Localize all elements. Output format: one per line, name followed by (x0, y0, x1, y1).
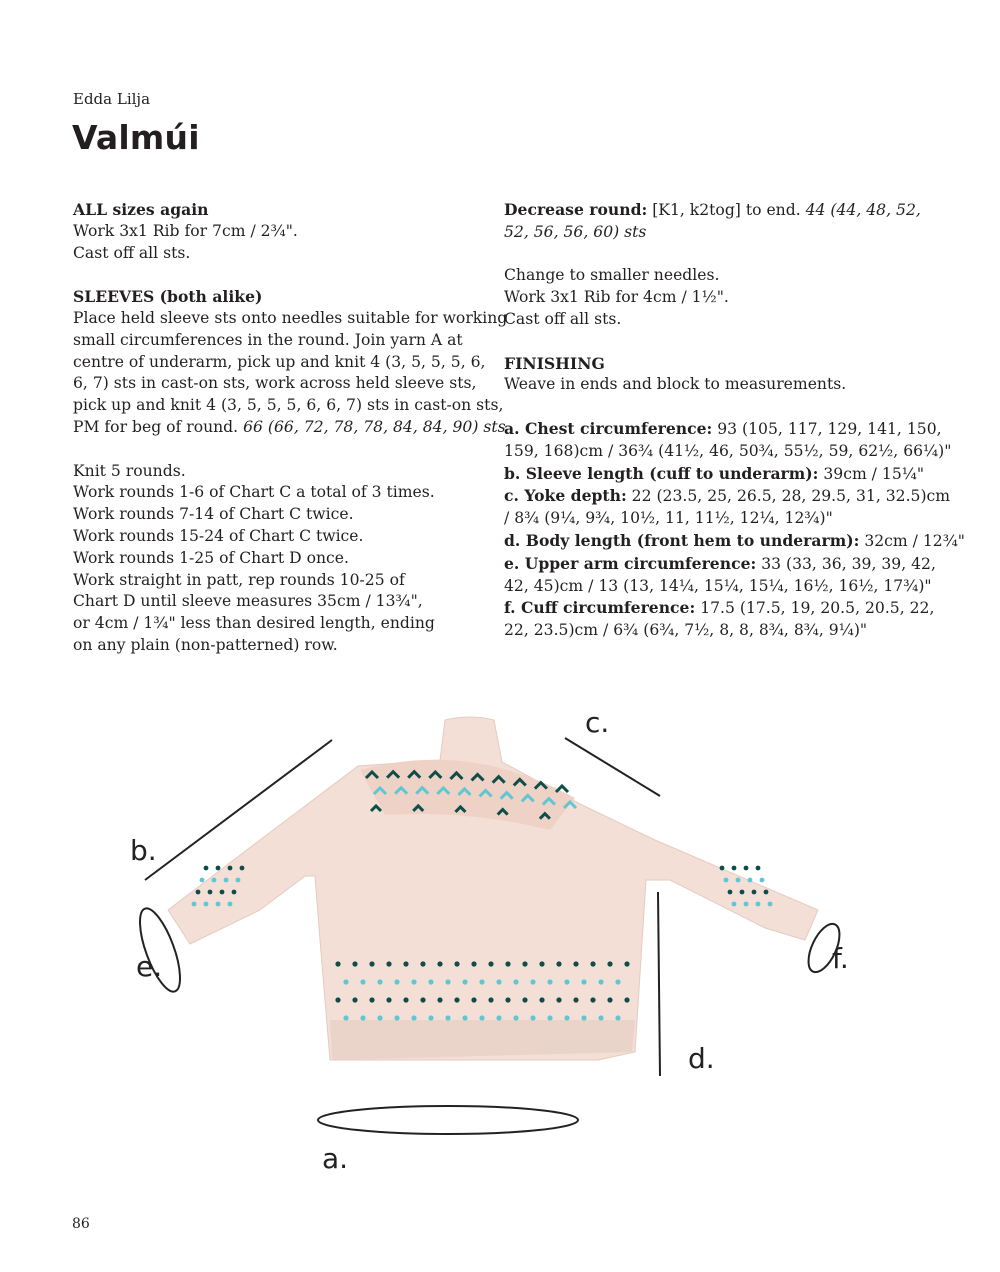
colorwork-dot (744, 902, 749, 907)
colorwork-dot (343, 1015, 348, 1020)
colorwork-dot (216, 866, 221, 871)
colorwork-dot (462, 979, 467, 984)
colorwork-dot (208, 890, 213, 895)
colorwork-dot (220, 890, 225, 895)
colorwork-dot (547, 1015, 552, 1020)
colorwork-dot (760, 878, 765, 883)
colorwork-dot (598, 979, 603, 984)
colorwork-dot (411, 1015, 416, 1020)
colorwork-dot (744, 866, 749, 871)
colorwork-dot (530, 979, 535, 984)
colorwork-dot (513, 1015, 518, 1020)
change-line: Work 3x1 Rib for 4cm / 1½". (504, 288, 729, 307)
colorwork-dot (547, 979, 552, 984)
colorwork-dot (488, 997, 493, 1002)
rounds-line: Work rounds 15-24 of Chart C twice. (73, 526, 364, 545)
measurements-list (504, 418, 965, 642)
colorwork-dot (352, 961, 357, 966)
rounds-line: on any plain (non-patterned) row. (73, 635, 338, 654)
rounds-section (73, 461, 493, 657)
colorwork-dot (437, 997, 442, 1002)
colorwork-dot (360, 979, 365, 984)
colorwork-dot (335, 997, 340, 1002)
colorwork-dot (598, 1015, 603, 1020)
colorwork-dot (748, 878, 753, 883)
colorwork-dot (192, 902, 197, 907)
colorwork-dot (530, 1015, 535, 1020)
change-section (504, 265, 924, 330)
finishing-text: Weave in ends and block to measurements. (504, 375, 847, 394)
colorwork-dot (403, 997, 408, 1002)
colorwork-dot (768, 902, 773, 907)
colorwork-dot (505, 997, 510, 1002)
colorwork-dot (522, 997, 527, 1002)
measurement-f (504, 597, 935, 620)
sleeves-line: pick up and knit 4 (3, 5, 5, 5, 6, 6, 7) sts in cast-on sts, (73, 396, 504, 415)
colorwork-dot (724, 878, 729, 883)
measurement-f-cont: 22, 23.5)cm / 6¾ (6¾, 7½, 8, 8, 8¾, 8¾, 9¼)" (504, 621, 868, 640)
measurement-b (504, 463, 924, 486)
measurement-label: e. Upper arm circumference: (504, 553, 757, 573)
colorwork-dot (624, 997, 629, 1002)
decrease-section (504, 199, 924, 244)
colorwork-dot (232, 890, 237, 895)
sleeves-line: centre of underarm, pick up and knit 4 (3, 5, 5, 5, 6, (73, 352, 486, 371)
colorwork-dot (590, 961, 595, 966)
colorwork-dot (607, 961, 612, 966)
colorwork-dot (624, 961, 629, 966)
colorwork-dot (386, 961, 391, 966)
colorwork-dot (496, 979, 501, 984)
decrease-text: [K1, k2tog] to end. (647, 201, 806, 219)
colorwork-dot (411, 979, 416, 984)
page-number: 86 (72, 1216, 90, 1232)
colorwork-dot (764, 890, 769, 895)
colorwork-dot (200, 878, 205, 883)
sleeves-line: Place held sleeve sts onto needles suitable for working (73, 308, 508, 327)
colorwork-dot (420, 997, 425, 1002)
colorwork-dot (360, 1015, 365, 1020)
colorwork-dot (607, 997, 612, 1002)
colorwork-dot (228, 902, 233, 907)
yoke-depth-line (565, 738, 660, 796)
all-sizes-line: Cast off all sts. (73, 243, 191, 262)
sleeves-line: PM for beg of round. (73, 417, 239, 436)
label-a: a. (322, 1142, 349, 1175)
measurement-label: b. Sleeve length (cuff to underarm): (504, 463, 819, 483)
colorwork-dot (479, 979, 484, 984)
label-e: e. (136, 950, 163, 983)
change-line: Change to smaller needles. (504, 266, 720, 285)
colorwork-dot (352, 997, 357, 1002)
colorwork-dot (471, 961, 476, 966)
label-d: d. (688, 1042, 715, 1075)
sleeves-stitch-count: 66 (66, 72, 78, 78, 84, 84, 90) sts (243, 417, 506, 436)
colorwork-dot (377, 979, 382, 984)
colorwork-dot (539, 961, 544, 966)
colorwork-dot (615, 1015, 620, 1020)
colorwork-dot (556, 961, 561, 966)
sweater-schematic (110, 700, 870, 1180)
colorwork-dot (471, 997, 476, 1002)
colorwork-dot (204, 902, 209, 907)
colorwork-dot (343, 979, 348, 984)
colorwork-dot (335, 961, 340, 966)
colorwork-dot (212, 878, 217, 883)
measurement-value: 32cm / 12¾" (859, 531, 965, 550)
colorwork-dot (756, 902, 761, 907)
colorwork-dot (728, 890, 733, 895)
colorwork-dot (505, 961, 510, 966)
decrease-stitch-count-cont: 52, 56, 56, 60) sts (504, 222, 647, 241)
left-column (73, 199, 508, 679)
rounds-line: Work rounds 7-14 of Chart C twice. (73, 505, 354, 524)
colorwork-dot (445, 1015, 450, 1020)
colorwork-dot (479, 1015, 484, 1020)
colorwork-dot (732, 866, 737, 871)
all-sizes-line: Work 3x1 Rib for 7cm / 2¾". (73, 221, 298, 240)
colorwork-dot (394, 979, 399, 984)
all-sizes-heading: ALL sizes again (73, 200, 209, 219)
colorwork-dot (403, 961, 408, 966)
colorwork-dot (740, 890, 745, 895)
colorwork-dot (428, 1015, 433, 1020)
colorwork-dot (369, 997, 374, 1002)
colorwork-dot (196, 890, 201, 895)
colorwork-dot (564, 979, 569, 984)
colorwork-dot (539, 997, 544, 1002)
colorwork-dot (615, 979, 620, 984)
colorwork-dot (573, 997, 578, 1002)
colorwork-dot (513, 979, 518, 984)
finishing-heading: FINISHING (504, 353, 605, 373)
colorwork-dot (720, 866, 725, 871)
measurement-value: 17.5 (17.5, 19, 20.5, 20.5, 22, (695, 599, 935, 618)
measurement-value: 39cm / 15¼" (818, 464, 925, 483)
colorwork-dot (377, 1015, 382, 1020)
colorwork-dot (496, 1015, 501, 1020)
all-sizes-section (73, 199, 493, 264)
measurement-label: c. Yoke depth: (504, 486, 627, 506)
sleeves-last-line (73, 417, 506, 439)
rounds-line: Chart D until sleeve measures 35cm / 13¾", (73, 592, 423, 611)
decrease-label: Decrease round: (504, 200, 648, 219)
colorwork-dot (581, 1015, 586, 1020)
measurement-value: 93 (105, 117, 129, 141, 150, (712, 419, 942, 438)
measurement-e (504, 553, 936, 576)
sleeves-line: 6, 7) sts in cast-on sts, work across held sleeve sts, (73, 374, 477, 393)
colorwork-dot (590, 997, 595, 1002)
colorwork-dot (369, 961, 374, 966)
colorwork-dot (564, 1015, 569, 1020)
measurement-label: a. Chest circumference: (504, 418, 713, 438)
rounds-line: Work rounds 1-25 of Chart D once. (73, 548, 349, 567)
colorwork-dot (756, 866, 761, 871)
measurement-c (504, 485, 951, 508)
measurement-label: f. Cuff circumference: (504, 598, 696, 618)
colorwork-dot (428, 979, 433, 984)
measurement-a (504, 418, 942, 441)
rounds-line: or 4cm / 1¾" less than desired length, ending (73, 614, 435, 633)
sleeves-line: small circumferences in the round. Join yarn A at (73, 330, 463, 349)
decrease-line-1 (504, 199, 924, 222)
colorwork-dot (732, 902, 737, 907)
sleeves-heading: SLEEVES (both alike) (73, 287, 263, 307)
colorwork-dot (236, 878, 241, 883)
colorwork-dot (204, 866, 209, 871)
colorwork-dot (573, 961, 578, 966)
colorwork-dot (216, 902, 221, 907)
colorwork-dot (488, 961, 493, 966)
colorwork-dot (394, 1015, 399, 1020)
colorwork-dot (752, 890, 757, 895)
chest-circumference-ellipse (318, 1106, 578, 1134)
finishing-section (504, 353, 924, 397)
colorwork-dot (437, 961, 442, 966)
measurement-value: 22 (23.5, 25, 26.5, 28, 29.5, 31, 32.5)cm (626, 487, 951, 506)
colorwork-dot (581, 979, 586, 984)
measurement-value: 33 (33, 36, 39, 39, 42, (756, 554, 936, 573)
body-length-line (658, 892, 660, 1076)
rounds-line: Work rounds 1-6 of Chart C a total of 3 times. (73, 483, 435, 502)
colorwork-dot (445, 979, 450, 984)
author-name: Edda Lilja (73, 90, 151, 108)
colorwork-dot (224, 878, 229, 883)
right-column (504, 199, 965, 664)
rounds-line: Knit 5 rounds. (73, 461, 186, 480)
measurement-d (504, 530, 965, 553)
sleeves-section (73, 286, 508, 439)
colorwork-dot (240, 866, 245, 871)
rounds-line: Work straight in patt, rep rounds 10-25 of (73, 570, 405, 589)
colorwork-dot (454, 961, 459, 966)
colorwork-dot (522, 961, 527, 966)
sweater-drawing (168, 717, 818, 1060)
measurement-a-cont: 159, 168)cm / 36¾ (41½, 46, 50¾, 55½, 59, 62½, 66¼)" (504, 441, 952, 460)
decrease-stitch-count: 44 (44, 48, 52, (805, 201, 921, 219)
colorwork-dot (556, 997, 561, 1002)
label-b: b. (130, 834, 157, 867)
measurement-e-cont: 42, 45)cm / 13 (13, 14¼, 15¼, 15¼, 16½, 16½, 17¾)" (504, 576, 932, 595)
colorwork-dot (228, 866, 233, 871)
colorwork-dot (462, 1015, 467, 1020)
measurement-c-cont: / 8¾ (9¼, 9¾, 10½, 11, 11½, 12¼, 12¾)" (504, 509, 833, 528)
label-c: c. (585, 706, 610, 739)
yoke-chevron (556, 786, 568, 792)
colorwork-dot (386, 997, 391, 1002)
colorwork-dot (420, 961, 425, 966)
pattern-title: Valmúi (72, 118, 200, 157)
change-line: Cast off all sts. (504, 309, 622, 328)
colorwork-dot (736, 878, 741, 883)
measurement-label: d. Body length (front hem to underarm): (504, 530, 860, 550)
label-f: f. (832, 942, 849, 975)
colorwork-dot (454, 997, 459, 1002)
